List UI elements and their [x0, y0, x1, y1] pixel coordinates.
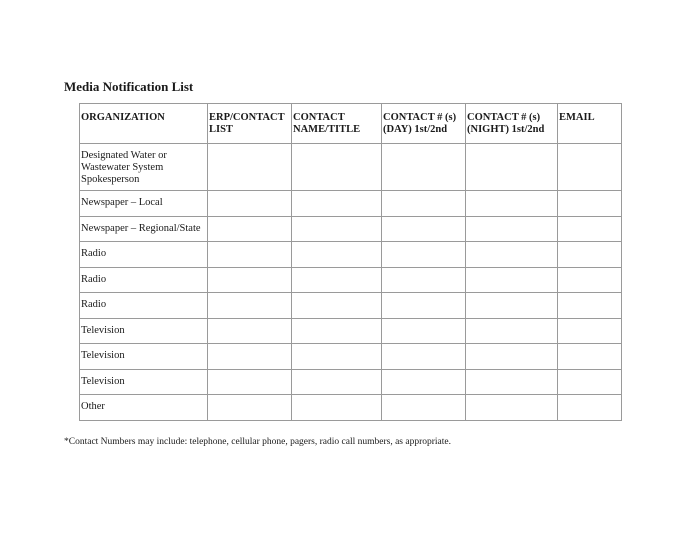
cell-contact-night[interactable]: [466, 144, 558, 191]
cell-email[interactable]: [558, 395, 622, 421]
header-row: [80, 104, 622, 144]
cell-erp-contact-list[interactable]: [208, 242, 292, 268]
cell-contact-night[interactable]: [466, 216, 558, 242]
cell-contact-name-title[interactable]: [292, 242, 382, 268]
page-title: Media Notification List: [64, 79, 194, 94]
table-row: [80, 267, 622, 293]
table-row: [80, 216, 622, 242]
header-contact-day: CONTACT # (s) (DAY) 1st/2nd: [382, 104, 466, 144]
cell-email[interactable]: [558, 144, 622, 191]
header-contact-name-title: CONTACT NAME/TITLE: [292, 104, 382, 144]
cell-email[interactable]: [558, 344, 622, 370]
cell-email[interactable]: [558, 318, 622, 344]
cell-contact-name-title[interactable]: [292, 293, 382, 319]
header-organization: ORGANIZATION: [80, 104, 208, 144]
cell-organization: Radio: [80, 293, 208, 319]
cell-contact-name-title[interactable]: [292, 344, 382, 370]
cell-organization: Radio: [80, 267, 208, 293]
cell-erp-contact-list[interactable]: [208, 344, 292, 370]
cell-contact-name-title[interactable]: [292, 395, 382, 421]
header-contact-night: CONTACT # (s) (NIGHT) 1st/2nd: [466, 104, 558, 144]
cell-contact-day[interactable]: [382, 267, 466, 293]
cell-contact-name-title[interactable]: [292, 318, 382, 344]
cell-erp-contact-list[interactable]: [208, 293, 292, 319]
cell-erp-contact-list[interactable]: [208, 144, 292, 191]
cell-erp-contact-list[interactable]: [208, 191, 292, 217]
cell-contact-day[interactable]: [382, 369, 466, 395]
table-row: [80, 144, 622, 191]
cell-organization: Television: [80, 369, 208, 395]
cell-contact-night[interactable]: [466, 242, 558, 268]
cell-email[interactable]: [558, 191, 622, 217]
cell-contact-name-title[interactable]: [292, 191, 382, 217]
cell-contact-day[interactable]: [382, 318, 466, 344]
cell-email[interactable]: [558, 242, 622, 268]
cell-contact-name-title[interactable]: [292, 369, 382, 395]
footnote: *Contact Numbers may include: telephone, cellular phone, pagers, radio call numbers, as appropriate.: [64, 437, 451, 447]
cell-contact-night[interactable]: [466, 318, 558, 344]
cell-contact-day[interactable]: [382, 216, 466, 242]
cell-erp-contact-list[interactable]: [208, 267, 292, 293]
cell-contact-day[interactable]: [382, 293, 466, 319]
cell-contact-night[interactable]: [466, 267, 558, 293]
cell-organization: Designated Water or Wastewater System Spokesperson: [80, 144, 208, 191]
cell-email[interactable]: [558, 369, 622, 395]
cell-contact-name-title[interactable]: [292, 216, 382, 242]
media-notification-table: [79, 103, 622, 421]
table-row: [80, 344, 622, 370]
table-row: [80, 369, 622, 395]
cell-organization: Other: [80, 395, 208, 421]
cell-email[interactable]: [558, 293, 622, 319]
table-row: [80, 395, 622, 421]
cell-contact-day[interactable]: [382, 242, 466, 268]
cell-contact-name-title[interactable]: [292, 144, 382, 191]
cell-email[interactable]: [558, 216, 622, 242]
cell-contact-night[interactable]: [466, 293, 558, 319]
cell-organization: Television: [80, 318, 208, 344]
cell-erp-contact-list[interactable]: [208, 369, 292, 395]
cell-contact-day[interactable]: [382, 344, 466, 370]
cell-contact-day[interactable]: [382, 395, 466, 421]
cell-contact-day[interactable]: [382, 144, 466, 191]
cell-organization: Newspaper – Regional/State: [80, 216, 208, 242]
cell-erp-contact-list[interactable]: [208, 216, 292, 242]
cell-organization: Television: [80, 344, 208, 370]
cell-email[interactable]: [558, 267, 622, 293]
cell-organization: Radio: [80, 242, 208, 268]
cell-organization: Newspaper – Local: [80, 191, 208, 217]
cell-contact-night[interactable]: [466, 191, 558, 217]
header-email: EMAIL: [558, 104, 622, 144]
cell-contact-day[interactable]: [382, 191, 466, 217]
cell-contact-night[interactable]: [466, 369, 558, 395]
table-row: [80, 318, 622, 344]
cell-contact-night[interactable]: [466, 395, 558, 421]
cell-erp-contact-list[interactable]: [208, 395, 292, 421]
table-row: [80, 293, 622, 319]
table-row: [80, 191, 622, 217]
cell-erp-contact-list[interactable]: [208, 318, 292, 344]
cell-contact-name-title[interactable]: [292, 267, 382, 293]
table-row: [80, 242, 622, 268]
header-erp-contact-list: ERP/CONTACT LIST: [208, 104, 292, 144]
cell-contact-night[interactable]: [466, 344, 558, 370]
